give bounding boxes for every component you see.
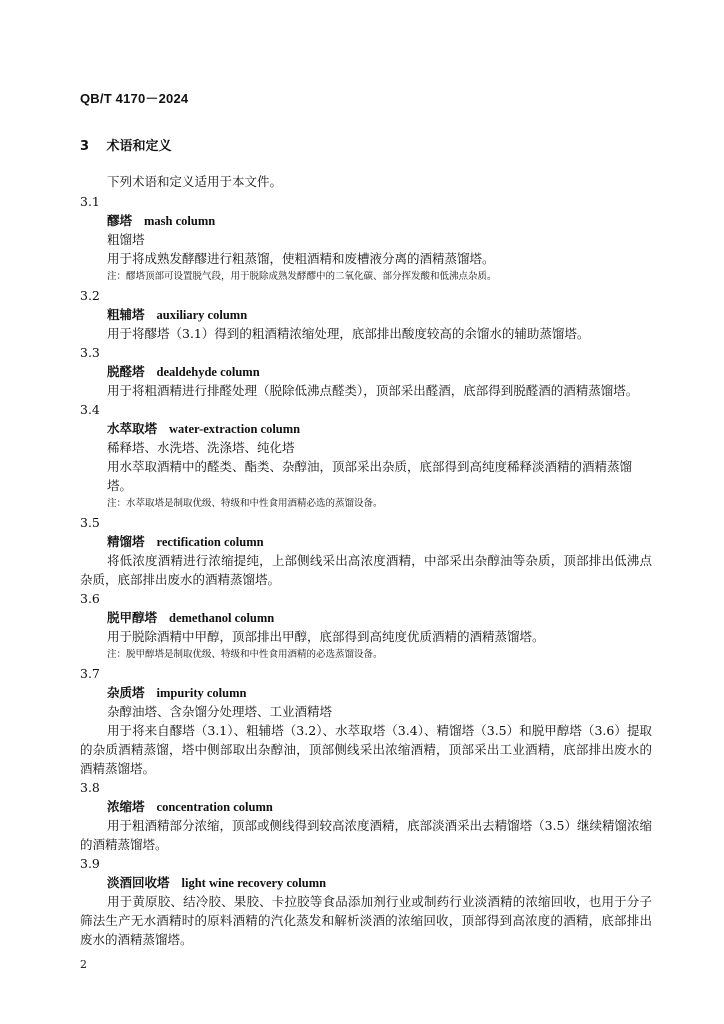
term-entry	[80, 192, 652, 286]
term-english: auxiliary column	[156, 308, 248, 322]
term-entry	[80, 286, 652, 343]
term-chinese: 杂质塔	[107, 685, 145, 700]
term-number: 3.5	[80, 515, 100, 530]
term-chinese: 浓缩塔	[107, 799, 145, 814]
term-line	[80, 683, 652, 702]
term-english: light wine recovery column	[181, 876, 327, 890]
term-number: 3.8	[80, 780, 100, 795]
term-number: 3.6	[80, 591, 100, 606]
term-number: 3.3	[80, 345, 100, 360]
term-definition: 将低浓度酒精进行浓缩提纯，上部侧线采出高浓度酒精，中部采出杂醇油等杂质，顶部排出低沸点杂质，底部排出废水的酒精蒸馏塔。	[80, 553, 652, 587]
term-entry	[80, 343, 652, 400]
term-line	[80, 362, 652, 381]
term-number: 3.9	[80, 856, 100, 871]
term-note: 注：醪塔顶部可设置脱气段，用于脱除成熟发酵醪中的二氧化碳、部分挥发酸和低沸点杂质。	[107, 271, 497, 282]
term-definition: 用于脱除酒精中甲醇，顶部排出甲醇，底部得到高纯度优质酒精的酒精蒸馏塔。	[107, 629, 545, 644]
term-synonym: 粗馏塔	[107, 232, 145, 247]
term-chinese: 脱甲醇塔	[107, 610, 158, 625]
term-english: water-extraction column	[169, 422, 301, 436]
term-english: mash column	[144, 214, 216, 228]
term-entry	[80, 400, 652, 513]
term-entry	[80, 664, 652, 778]
term-synonym: 稀释塔、水洗塔、洗涤塔、纯化塔	[107, 440, 295, 455]
term-number: 3.4	[80, 402, 100, 417]
term-chinese: 粗辅塔	[107, 307, 145, 322]
term-english: concentration column	[156, 800, 273, 814]
term-number: 3.2	[80, 288, 100, 303]
term-chinese: 醪塔	[107, 213, 133, 228]
term-line	[80, 532, 652, 551]
term-definition: 用于黄原胶、结冷胶、果胶、卡拉胶等食品添加剂行业或制药行业淡酒精的浓缩回收，也用于分子筛法生产无水酒精时的原料酒精的汽化蒸发和解析淡酒的浓缩回收，顶部得到高浓度的酒精，底部排出废水的酒精蒸馏塔。	[80, 894, 652, 947]
term-chinese: 淡酒回收塔	[107, 875, 170, 890]
term-chinese: 精馏塔	[107, 534, 145, 549]
term-line	[80, 873, 652, 892]
term-definition: 用于将来自醪塔（3.1）、粗辅塔（3.2）、水萃取塔（3.4）、精馏塔（3.5）和脱甲醇塔（3.6）提取的杂质酒精蒸馏，塔中侧部取出杂醇油，顶部侧线采出浓缩酒精，顶部采出工业酒精，底部排出废水的酒精蒸馏塔。	[80, 723, 652, 776]
section-title-text: 术语和定义	[106, 139, 172, 154]
term-chinese: 水萃取塔	[107, 421, 158, 436]
term-entry	[80, 854, 652, 949]
term-entries	[80, 192, 652, 949]
term-note: 注：水萃取塔是制取优级、特级和中性食用酒精必选的蒸馏设备。	[107, 498, 383, 509]
term-entry	[80, 513, 652, 589]
page-number: 2	[80, 958, 87, 971]
term-entry	[80, 778, 652, 854]
term-english: rectification column	[156, 535, 264, 549]
term-number: 3.7	[80, 666, 100, 681]
section-heading	[80, 135, 172, 154]
term-english: dealdehyde column	[156, 365, 260, 379]
term-line	[80, 419, 652, 438]
term-definition: 用于将醪塔（3.1）得到的粗酒精浓缩处理，底部排出酸度较高的余馏水的辅助蒸馏塔。	[107, 326, 590, 341]
section-number: 3	[80, 139, 90, 154]
term-line	[80, 608, 652, 627]
term-definition: 用于将粗酒精进行排醛处理（脱除低沸点醛类），顶部采出醛酒，底部得到脱醛酒的酒精蒸馏塔。	[107, 383, 639, 398]
term-synonym: 杂醇油塔、含杂馏分处理塔、工业酒精塔	[107, 704, 333, 719]
term-definition: 用于将成熟发酵醪进行粗蒸馏，使粗酒精和废槽液分离的酒精蒸馏塔。	[107, 251, 495, 266]
term-english: demethanol column	[169, 611, 275, 625]
standard-code: QB/T 4170－2024	[80, 91, 189, 106]
term-entry	[80, 589, 652, 664]
term-note: 注：脱甲醇塔是制取优级、特级和中性食用酒精的必选蒸馏设备。	[107, 649, 383, 660]
term-chinese: 脱醛塔	[107, 364, 145, 379]
term-definition: 用于粗酒精部分浓缩，顶部或侧线得到较高浓度酒精，底部淡酒采出去精馏塔（3.5）继续精馏浓缩的酒精蒸馏塔。	[80, 818, 652, 852]
term-number: 3.1	[80, 194, 100, 209]
term-line	[80, 211, 652, 230]
term-definition: 用水萃取酒精中的醛类、酯类、杂醇油，顶部采出杂质，底部得到高纯度稀释淡酒精的酒精蒸馏塔。	[107, 459, 633, 493]
term-english: impurity column	[156, 686, 247, 700]
term-line	[80, 305, 652, 324]
intro-paragraph: 下列术语和定义适用于本文件。	[107, 174, 283, 189]
term-line	[80, 797, 652, 816]
